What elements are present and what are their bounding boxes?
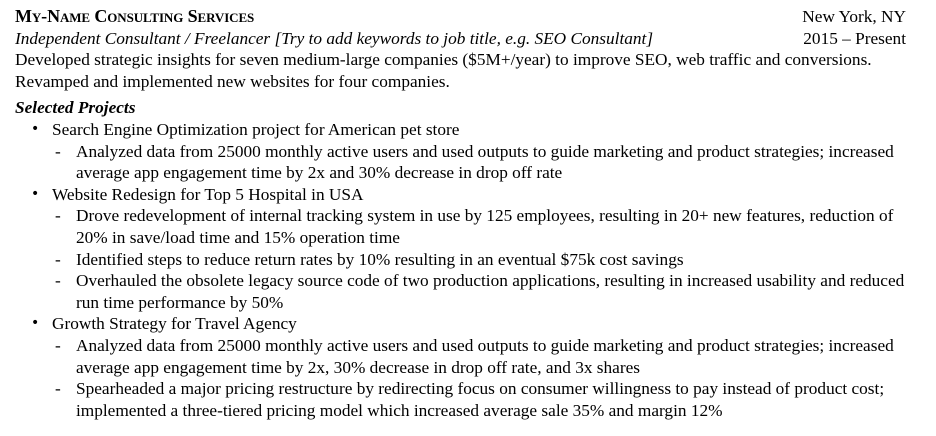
project-detail-list bbox=[52, 335, 906, 421]
job-location: New York, NY bbox=[802, 7, 906, 26]
project-detail: - Identified steps to reduce return rates by 10% resulting in an eventual $75k cost savings bbox=[51, 249, 906, 271]
project-detail-list bbox=[52, 205, 906, 313]
project-item bbox=[15, 119, 906, 184]
project-detail: - Overhauled the obsolete legacy source code of two production applications, resulting in increased usability and reduced run time performance by 50% bbox=[51, 270, 906, 313]
project-detail-list bbox=[52, 141, 906, 184]
project-detail: - Spearheaded a major pricing restructure by redirecting focus on consumer willingness to pay instead of product cost; implemented a three-tiered pricing model which increased average sale 35% and margin 12% bbox=[51, 378, 906, 421]
job-summary: Developed strategic insights for seven medium-large companies ($5M+/year) to improve SEO, web traffic and conversions. Revamped and implemented new websites for four companies. bbox=[15, 50, 872, 91]
selected-projects-heading: Selected Projects bbox=[15, 98, 136, 118]
company-name: My-Name Consulting Services bbox=[15, 6, 255, 26]
project-item bbox=[15, 184, 906, 314]
project-title: • Search Engine Optimization project for American pet store bbox=[52, 119, 460, 139]
job-title: Independent Consultant / Freelancer [Try to add keywords to job title, e.g. SEO Consultant] bbox=[15, 28, 654, 48]
project-title: • Growth Strategy for Travel Agency bbox=[52, 314, 297, 334]
project-detail: - Analyzed data from 25000 monthly active users and used outputs to guide marketing and product strategies; increased average app engagement time by 2x, 30% decrease in drop off rate, and 3x shares bbox=[51, 335, 906, 378]
company-row bbox=[15, 6, 906, 28]
project-detail: - Analyzed data from 25000 monthly active users and used outputs to guide marketing and product strategies; increased average app engagement time by 2x and 30% decrease in drop off rate bbox=[51, 141, 906, 184]
project-list bbox=[15, 119, 906, 421]
role-row bbox=[15, 28, 906, 50]
project-title: • Website Redesign for Top 5 Hospital in USA bbox=[52, 184, 364, 204]
project-detail: - Drove redevelopment of internal tracking system in use by 125 employees, resulting in 20+ new features, reduction of 20% in save/load time and 15% operation time bbox=[51, 205, 906, 248]
project-item bbox=[15, 313, 906, 421]
job-dates: 2015 – Present bbox=[803, 28, 906, 48]
